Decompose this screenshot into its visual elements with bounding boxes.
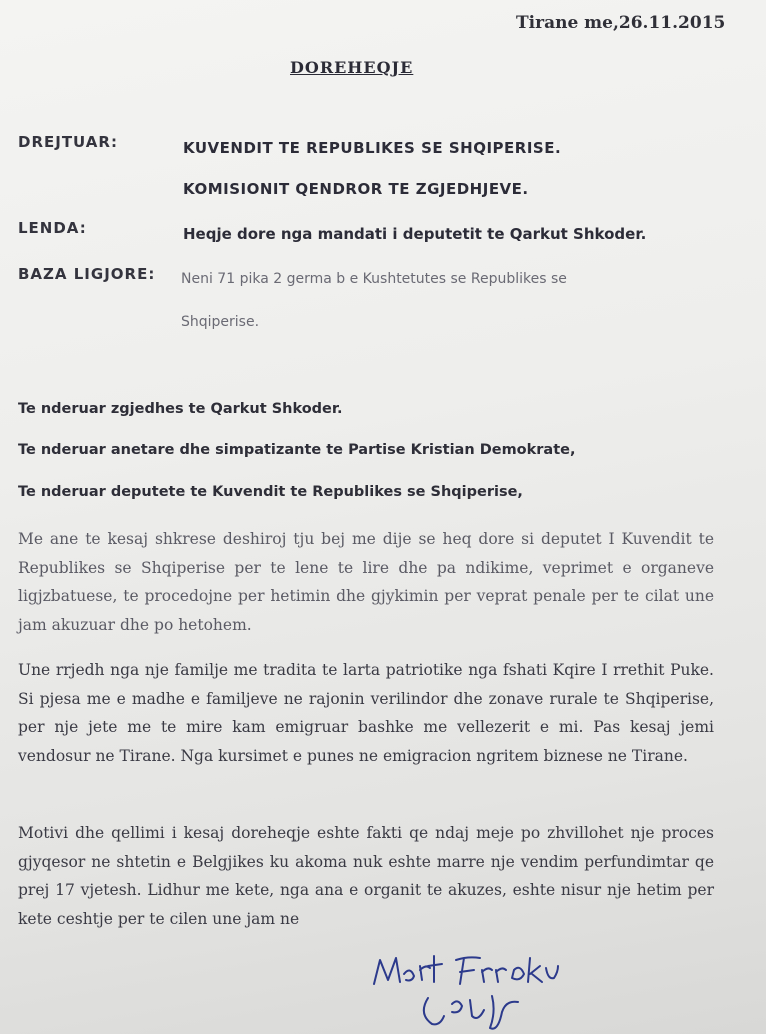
drejtuar-line-2: KOMISIONIT QENDROR TE ZGJEDHJEVE.	[183, 180, 529, 198]
date-line: Tirane me,26.11.2015	[516, 13, 726, 33]
body-paragraph-3: Motivi dhe qellimi i kesaj doreheqje eshte fakti qe ndaj meje po zhvillohet nje proces gjyqesor ne shtetin e Belgjikes ku akoma nuk eshte marre nje vendim perfundimtar qe prej 17 vjetesh. Lidhur me kete, nga ana e organit te akuzes, eshte nisur nje hetim per kete ceshtje per te cilen une jam ne	[18, 824, 714, 928]
salutation-3: Te nderuar deputete te Kuvendit te Republikes se Shqiperise,	[18, 484, 523, 500]
body-paragraph-1: Me ane te kesaj shkrese deshiroj tju bej me dije se heq dore si deputet I Kuvendit te Republikes se Shqiperise per te lene te lire dhe pa ndikime, veprimet e organeve ligjzbatuese, te procedojne per hetimin dhe gjykimin per veprat penale per te cilat une jam akuzuar dhe po hetohem.	[18, 530, 714, 634]
body-paragraph-2: Une rrjedh nga nje familje me tradita te larta patriotike nga fshati Kqire I rrethit Puke. Si pjesa me e madhe e familjeve ne rajonin verilindor dhe zonave rurale te Shqiperise, per nje jete me te mire kam emigruar bashke me vellezerit e mi. Pas kesaj jemi vendosur ne Tirane. Nga kursimet e punes ne emigracion ngritem biznese ne Tirane.	[18, 661, 714, 765]
handwritten-signature	[368, 952, 568, 1032]
drejtuar-label: DREJTUAR:	[18, 133, 118, 151]
salutation-1: Te nderuar zgjedhes te Qarkut Shkoder.	[18, 401, 343, 417]
drejtuar-line-1: KUVENDIT TE REPUBLIKES SE SHQIPERISE.	[183, 139, 562, 157]
baza-ligjore-label: BAZA LIGJORE:	[18, 265, 156, 283]
baza-ligjore-line-1: Neni 71 pika 2 germa b e Kushtetutes se Republikes se	[181, 271, 567, 287]
lenda-value: Heqje dore nga mandati i deputetit te Qarkut Shkoder.	[183, 225, 647, 243]
document-title: DOREHEQJE	[290, 58, 414, 77]
baza-ligjore-line-2: Shqiperise.	[181, 314, 260, 330]
lenda-label: LENDA:	[18, 219, 87, 237]
salutation-2: Te nderuar anetare dhe simpatizante te Partise Kristian Demokrate,	[18, 442, 576, 458]
